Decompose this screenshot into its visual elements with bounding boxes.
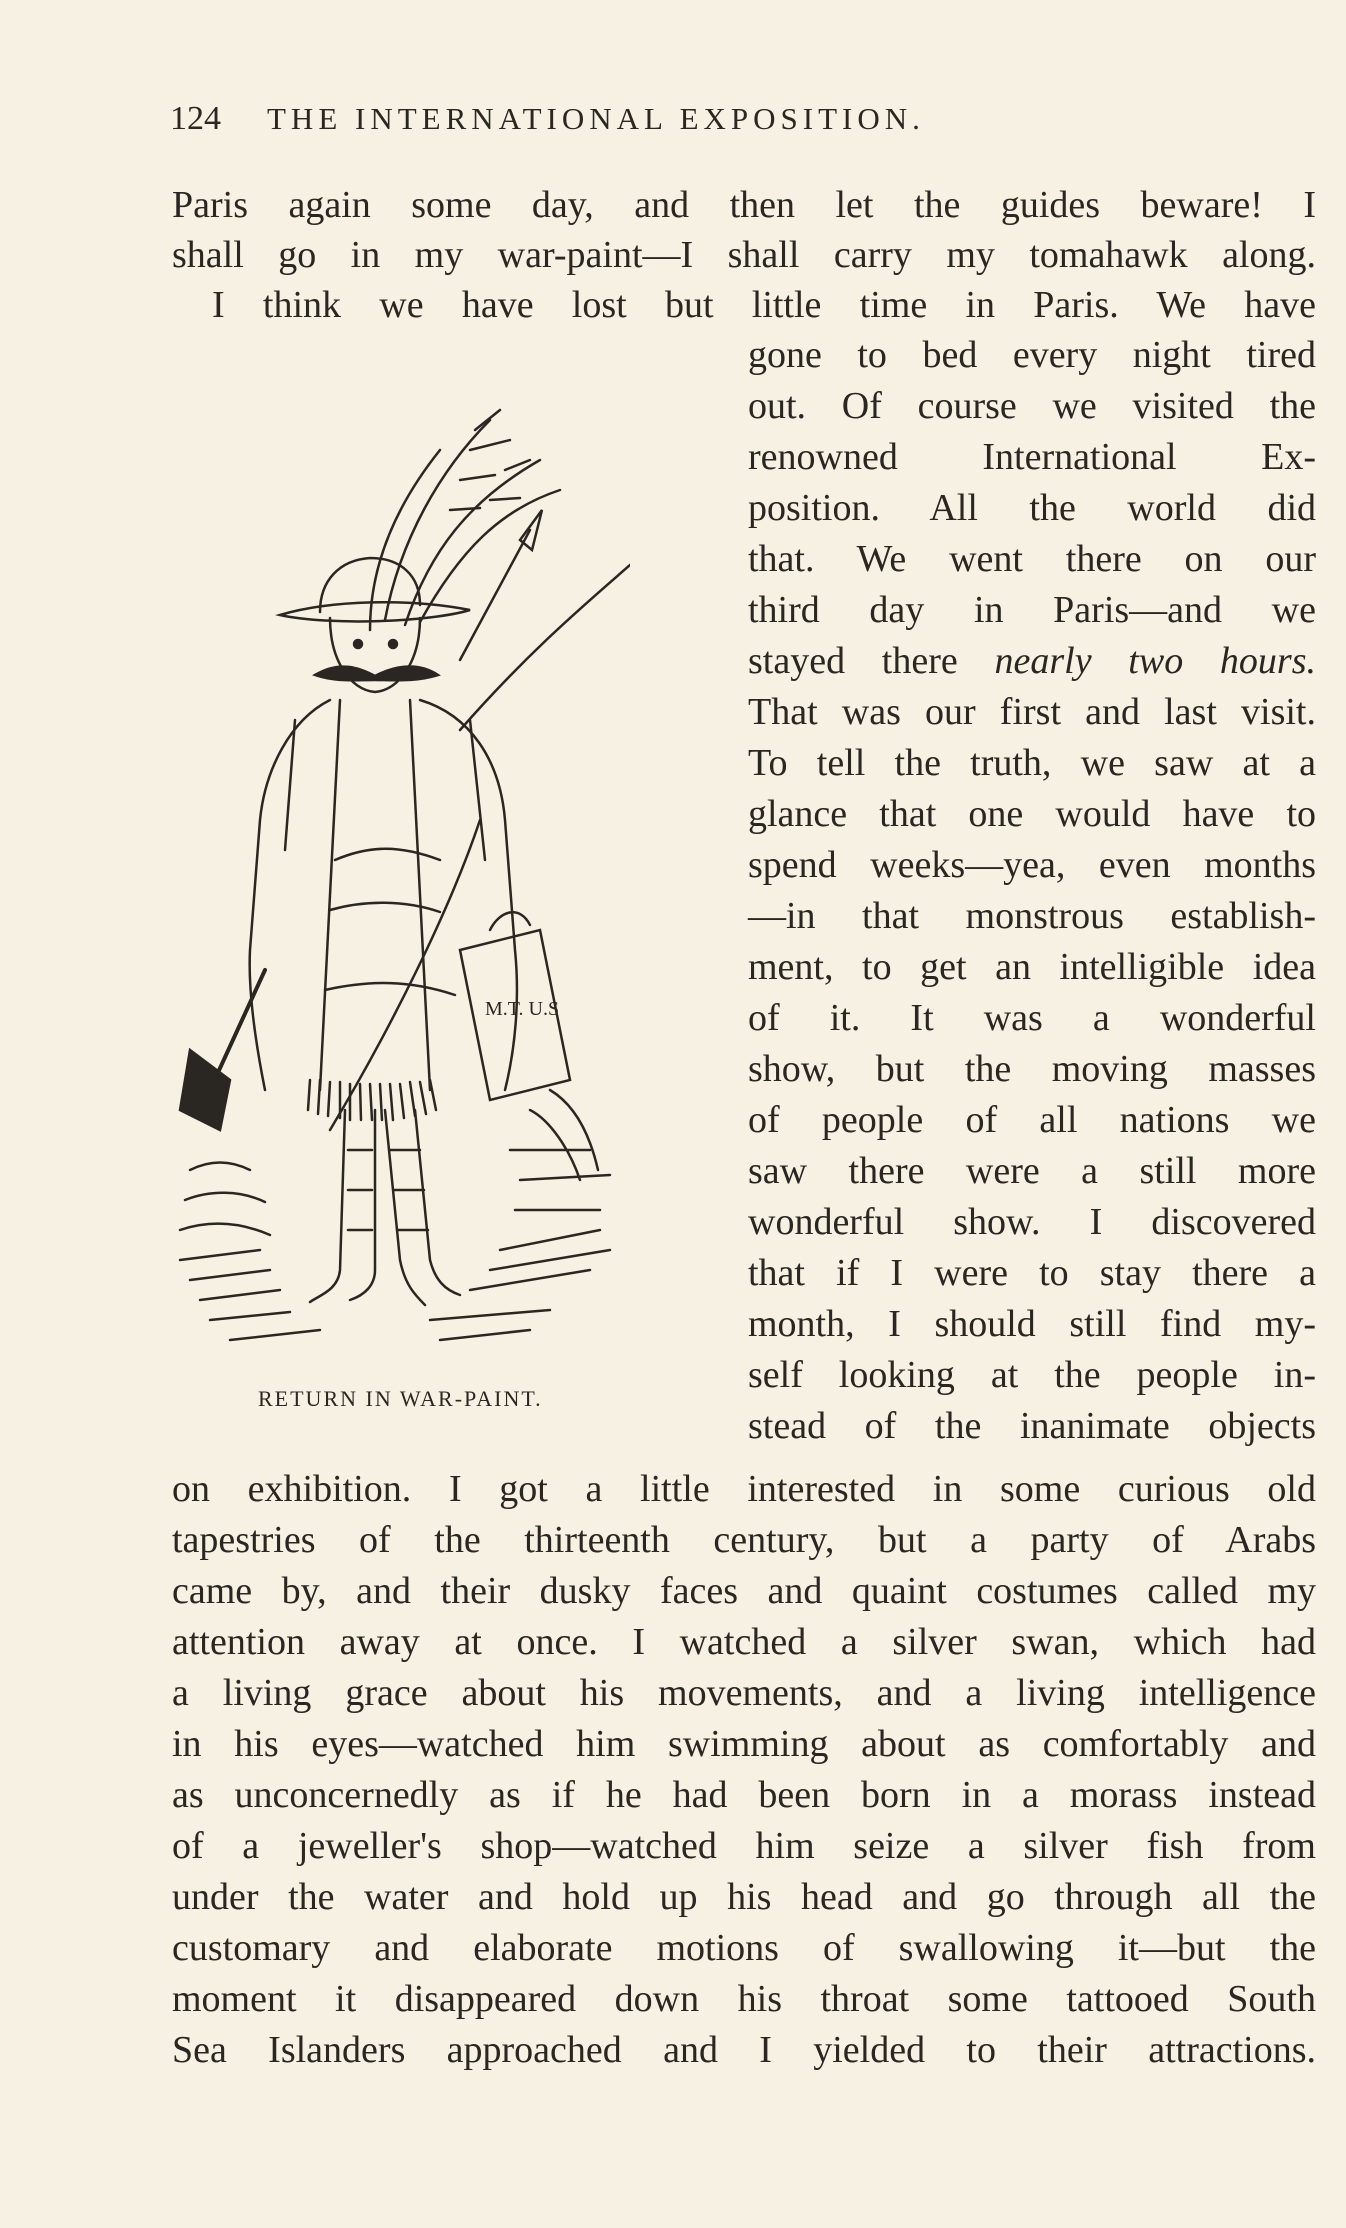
text-line: gone to bed every night tired bbox=[748, 334, 1316, 376]
text-line: came by, and their dusky faces and quaint costumes called my bbox=[172, 1570, 1316, 1612]
valise-label: M.T. U.S bbox=[485, 998, 560, 1020]
text-line: glance that one would have to bbox=[748, 793, 1316, 835]
text-line: attention away at once. I watched a silver swan, which had bbox=[172, 1621, 1316, 1663]
text-line: that. We went there on our bbox=[748, 538, 1316, 580]
page-number: 124 bbox=[170, 100, 221, 137]
running-header bbox=[170, 100, 1170, 144]
text-segment: stayed there bbox=[748, 640, 958, 682]
text-line: out. Of course we visited the bbox=[748, 385, 1316, 427]
text-line: ment, to get an intelligible idea bbox=[748, 946, 1316, 988]
figure-caption: RETURN IN WAR-PAINT. bbox=[258, 1386, 543, 1411]
text-line: show, but the moving masses bbox=[748, 1048, 1316, 1090]
text-line: of a jeweller's shop—watched him seize a silver fish from bbox=[172, 1825, 1316, 1867]
engraving-figure bbox=[170, 390, 630, 1380]
text-line: moment it disappeared down his throat some tattooed South bbox=[172, 1978, 1316, 2020]
text-line: saw there were a still more bbox=[748, 1150, 1316, 1192]
text-line: To tell the truth, we saw at a bbox=[748, 742, 1316, 784]
text-line: under the water and hold up his head and go through all the bbox=[172, 1876, 1316, 1918]
text-line: as unconcernedly as if he had been born in a morass instead bbox=[172, 1774, 1316, 1816]
text-line: of people of all nations we bbox=[748, 1099, 1316, 1141]
text-line: customary and elaborate motions of swallowing it—but the bbox=[172, 1927, 1316, 1969]
text-line: Sea Islanders approached and I yielded to their attractions. bbox=[172, 2029, 1316, 2071]
text-line: that if I were to stay there a bbox=[748, 1252, 1316, 1294]
emphasis-text: nearly two hours. bbox=[994, 640, 1316, 682]
text-line: position. All the world did bbox=[748, 487, 1316, 529]
text-line: renowned International Ex- bbox=[748, 436, 1316, 478]
text-line: shall go in my war-paint—I shall carry my tomahawk along. bbox=[172, 234, 1316, 276]
text-line: on exhibition. I got a little interested in some curious old bbox=[172, 1468, 1316, 1510]
war-paint-illustration bbox=[170, 390, 630, 1380]
text-line: third day in Paris—and we bbox=[748, 589, 1316, 631]
running-title: THE INTERNATIONAL EXPOSITION. bbox=[267, 101, 925, 136]
text-line: That was our first and last visit. bbox=[748, 691, 1316, 733]
text-line: Paris again some day, and then let the guides beware! I bbox=[172, 184, 1316, 226]
text-line: of it. It was a wonderful bbox=[748, 997, 1316, 1039]
text-line: tapestries of the thirteenth century, but a party of Arabs bbox=[172, 1519, 1316, 1561]
text-line-with-emphasis bbox=[748, 636, 1316, 686]
text-line: a living grace about his movements, and a living intelligence bbox=[172, 1672, 1316, 1714]
text-line: in his eyes—watched him swimming about as comfortably and bbox=[172, 1723, 1316, 1765]
text-line: wonderful show. I discovered bbox=[748, 1201, 1316, 1243]
text-line: spend weeks—yea, even months bbox=[748, 844, 1316, 886]
text-line: —in that monstrous establish- bbox=[748, 895, 1316, 937]
text-line: stead of the inanimate objects bbox=[748, 1405, 1316, 1447]
text-line: self looking at the people in- bbox=[748, 1354, 1316, 1396]
paragraph-first-line: I think we have lost but little time in Paris. We have bbox=[212, 284, 1316, 326]
text-line: month, I should still find my- bbox=[748, 1303, 1316, 1345]
